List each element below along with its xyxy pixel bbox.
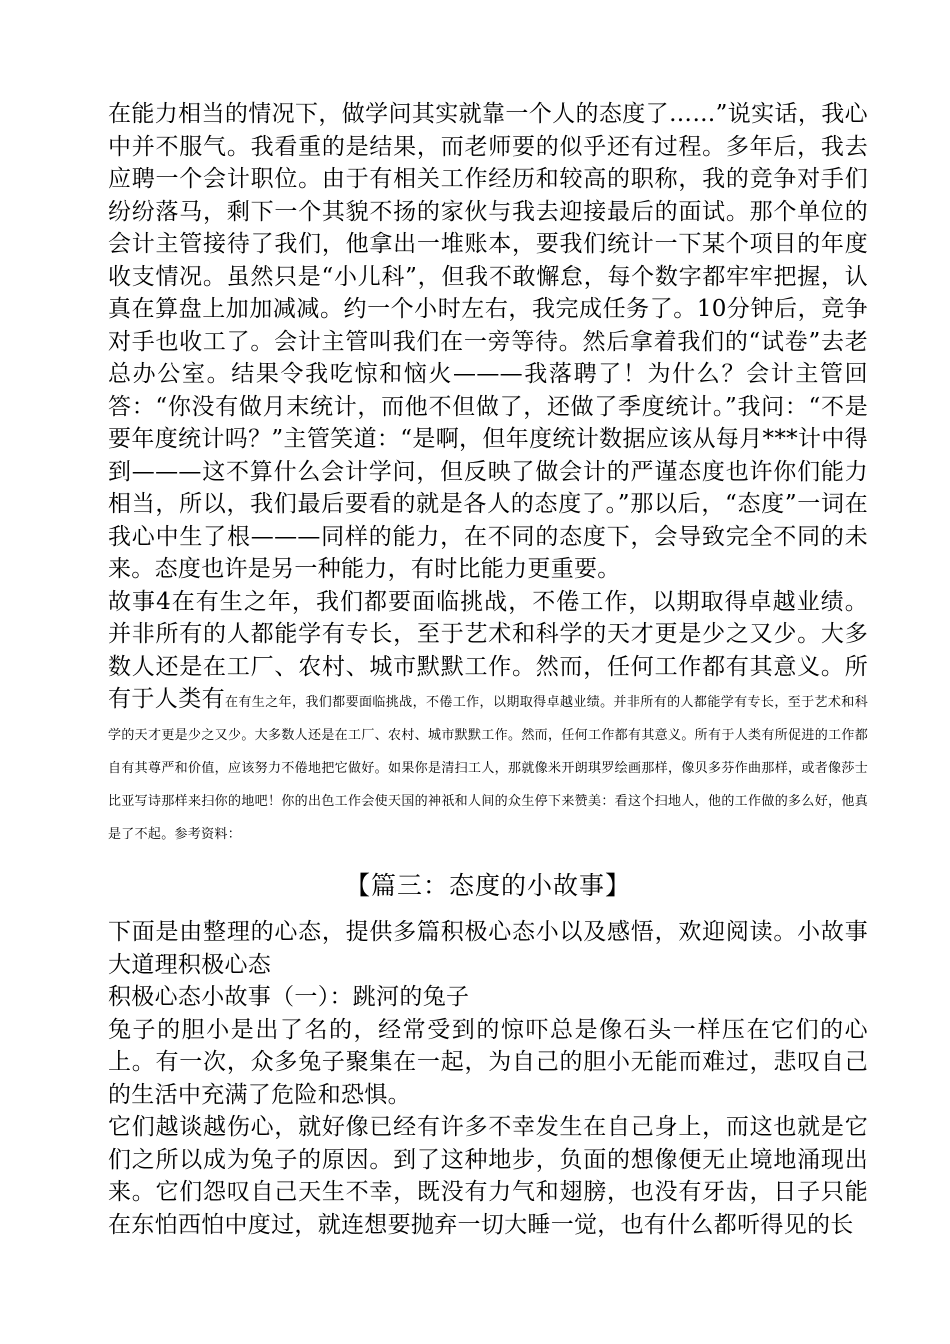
story4-large-text: 故事4在有生之年，我们都要面临挑战，不倦工作，以期取得卓越业绩。并非所有的人都能学有专长，至于艺术和科学的天才更是少之又少。大多数人还是在工厂、农村、城市默默工作。然而，任何工作都有其意义。所有于人类有 <box>108 588 868 712</box>
story4-paragraph <box>108 586 868 849</box>
document-page <box>108 98 868 1241</box>
story4-small-text: 在有生之年，我们都要面临挑战，不倦工作，以期取得卓越业绩。并非所有的人都能学有专长，至于艺术和科学的天才更是少之又少。大多数人还是在工厂、农村、城市默默工作。然而，任何工作都有其意义。所有于人类有所促进的工作都自有其尊严和价值，应该努力不倦地把它做好。如果你是清扫工人，那就像米开朗琪罗绘画那样，像贝多芬作曲那样，或者像莎士比亚写诗那样来扫你的地吧！你的出色工作会使天国的神祇和人间的众生停下来赞美：看这个扫地人，他的工作做的多么好，他真是了不起。参考资料： <box>108 695 869 842</box>
rabbit-paragraph-1: 兔子的胆小是出了名的，经常受到的惊吓总是像石头一样压在它们的心上。有一次，众多兔子聚集在一起，为自己的胆小无能而难过，悲叹自己的生活中充满了危险和恐惧。 <box>108 1016 868 1108</box>
story3-paragraph: 在能力相当的情况下，做学问其实就靠一个人的态度了……”说实话，我心中并不服气。我看重的是结果，而老师要的似乎还有过程。多年后，我去应聘一个会计职位。由于有相关工作经历和较高的职称，我的竞争对手们纷纷落马，剩下一个其貌不扬的家伙与我去迎接最后的面试。那个单位的会计主管接待了我们，他拿出一堆账本，要我们统计一下某个项目的年度收支情况。虽然只是“小儿科”，但我不敢懈怠，每个数字都牢牢把握，认真在算盘上加加减减。约一个小时左右，我完成任务了。10分钟后，竞争对手也收工了。会计主管叫我们在一旁等待。然后拿着我们的“试卷”去老总办公室。结果令我吃惊和恼火———我落聘了！为什么？会计主管回答：“你没有做月末统计，而他不但做了，还做了季度统计。”我问：“不是要年度统计吗？”主管笑道：“是啊，但年度统计数据应该从每月***计中得到———这不算什么会计学问，但反映了做会计的严谨态度也许你们能力相当，所以，我们最后要看的就是各人的态度了。”那以后，“态度”一词在我心中生了根———同样的能力，在不同的态度下，会导致完全不同的未来。态度也许是另一种能力，有时比能力更重要。 <box>108 101 868 582</box>
intro-paragraph: 下面是由整理的心态，提供多篇积极心态小以及感悟，欢迎阅读。小故事大道理积极心态 <box>108 919 868 978</box>
rabbit-paragraph-2: 它们越谈越伤心，就好像已经有许多不幸发生在自己身上，而这也就是它们之所以成为兔子的原因。到了这种地步，负面的想像便无止境地涌现出来。它们怨叹自己天生不幸，既没有力气和翅膀，也没有牙齿，日子只能在东怕西怕中度过，就连想要抛弃一切大睡一觉，也有什么都听得见的长 <box>108 1114 868 1238</box>
story-title: 积极心态小故事（一）：跳河的兔子 <box>108 984 470 1010</box>
section-heading: 【篇三：态度的小故事】 <box>344 871 631 900</box>
